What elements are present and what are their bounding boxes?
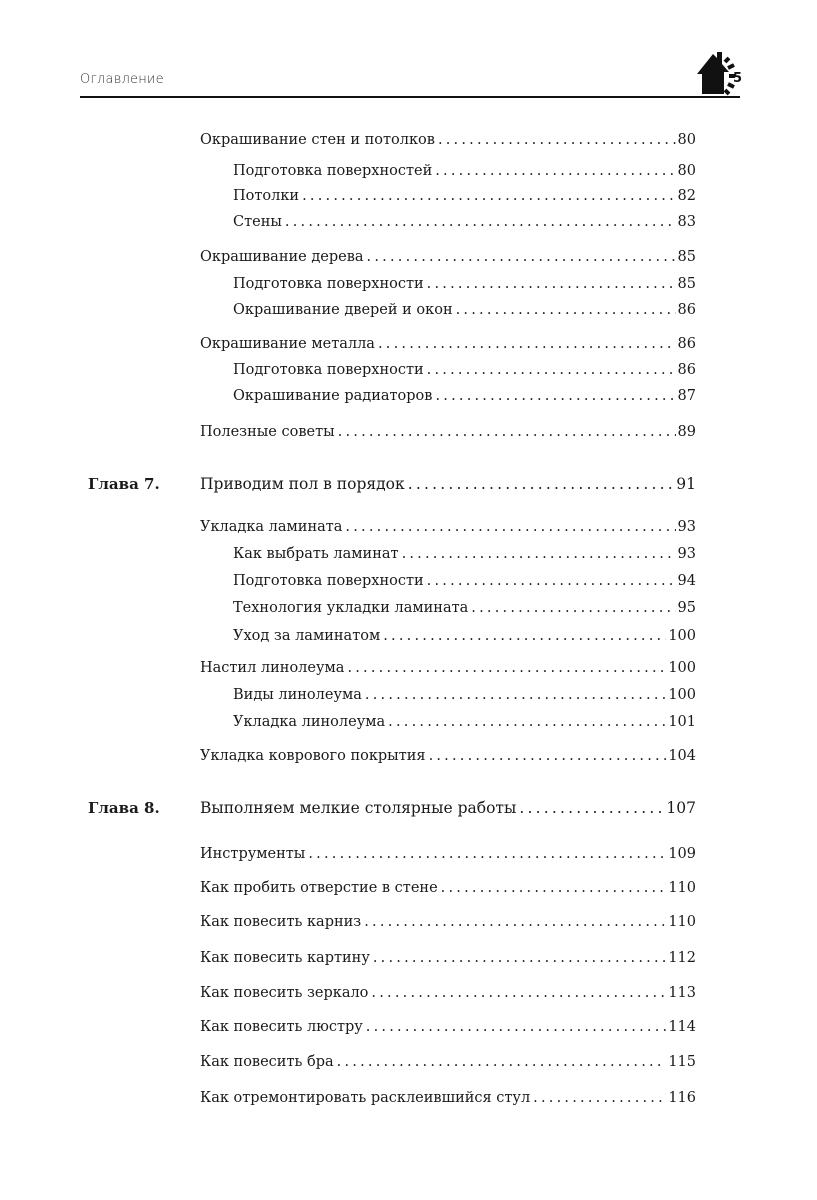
toc-entry[interactable]	[233, 712, 696, 732]
toc-page-number: 115	[668, 1054, 696, 1070]
toc-entry-title: Приводим пол в порядок	[200, 475, 405, 493]
dot-leader	[435, 386, 675, 406]
toc-entry-title: Укладка линолеума	[233, 714, 386, 730]
toc-entry[interactable]	[200, 422, 696, 442]
dot-leader	[378, 334, 676, 354]
dot-leader	[519, 798, 664, 818]
toc-entry[interactable]	[200, 130, 696, 150]
toc-page-number: 101	[668, 714, 696, 730]
toc-page-number: 86	[677, 302, 696, 318]
toc-entry[interactable]	[200, 746, 696, 766]
toc-entry-title: Подготовка поверхностей	[233, 163, 433, 179]
toc-entry-title: Окрашивание металла	[200, 336, 375, 352]
toc-page-number: 116	[668, 1090, 696, 1106]
dot-leader	[427, 571, 676, 591]
chapter-number: Глава 7.	[88, 475, 160, 493]
toc-entry[interactable]	[200, 878, 696, 898]
toc-entry-title: Как повесить люстру	[200, 1019, 363, 1035]
toc-entry[interactable]	[233, 186, 696, 206]
toc-entry-title: Окрашивание дерева	[200, 249, 364, 265]
toc-entry[interactable]	[200, 844, 696, 864]
toc-entry-title: Как повесить бра	[200, 1054, 334, 1070]
dot-leader	[345, 517, 675, 537]
toc-entry-title: Выполняем мелкие столярные работы	[200, 799, 517, 817]
toc-entry[interactable]	[200, 1088, 696, 1108]
toc-entry-title: Подготовка поверхности	[233, 573, 424, 589]
dot-leader	[347, 658, 666, 678]
toc-entry[interactable]	[233, 626, 696, 646]
toc-entry[interactable]	[200, 1052, 696, 1072]
toc-page-number: 100	[668, 628, 696, 644]
toc-entry[interactable]	[200, 948, 696, 968]
toc-page-number: 85	[677, 249, 696, 265]
toc-entry[interactable]	[233, 212, 696, 232]
toc-page-number: 89	[677, 424, 696, 440]
dot-leader	[435, 161, 675, 181]
dot-leader	[367, 247, 676, 267]
toc-entry[interactable]	[200, 912, 696, 932]
toc-entry-title: Окрашивание стен и потолков	[200, 132, 435, 148]
dot-leader	[364, 912, 666, 932]
toc-entry-title: Как повесить карниз	[200, 914, 362, 930]
dot-leader	[383, 626, 666, 646]
toc-entry[interactable]	[233, 386, 696, 406]
toc-page-number: 91	[676, 475, 696, 493]
dot-leader	[388, 712, 666, 732]
toc-entry[interactable]	[200, 658, 696, 678]
toc-entry-title: Технология укладки ламината	[233, 600, 469, 616]
toc-entry[interactable]	[200, 247, 696, 267]
dot-leader	[427, 274, 676, 294]
toc-page-number: 100	[668, 660, 696, 676]
dot-leader	[427, 360, 676, 380]
dot-leader	[308, 844, 666, 864]
toc-entry-title: Настил линолеума	[200, 660, 345, 676]
dot-leader	[366, 1017, 667, 1037]
dot-leader	[408, 474, 675, 494]
toc-entry-title: Как выбрать ламинат	[233, 546, 399, 562]
toc-page-number: 80	[677, 132, 696, 148]
toc-entry-title: Подготовка поверхности	[233, 362, 424, 378]
toc-page-number: 80	[677, 163, 696, 179]
dot-leader	[302, 186, 675, 206]
toc-page-number: 95	[677, 600, 696, 616]
toc-entry-title: Укладка коврового покрытия	[200, 748, 426, 764]
toc-entry[interactable]	[200, 517, 696, 537]
toc-page-number: 110	[668, 914, 696, 930]
toc-entry[interactable]	[233, 598, 696, 618]
toc-page-number: 113	[668, 985, 696, 1001]
toc-entry-title: Как повесить зеркало	[200, 985, 369, 1001]
toc-page-number: 94	[677, 573, 696, 589]
toc-entry-title: Как повесить картину	[200, 950, 370, 966]
toc-page-number: 112	[668, 950, 696, 966]
toc-page-number: 109	[668, 846, 696, 862]
toc-entry-title: Окрашивание дверей и окон	[233, 302, 453, 318]
toc-entry-title: Окрашивание радиаторов	[233, 388, 433, 404]
toc-page-number: 104	[668, 748, 696, 764]
dot-leader	[429, 746, 667, 766]
toc-page-number: 107	[666, 799, 696, 817]
toc-chapter-entry[interactable]	[200, 474, 696, 494]
toc-entry-title: Уход за ламинатом	[233, 628, 381, 644]
toc-entry[interactable]	[233, 360, 696, 380]
toc-entry[interactable]	[233, 571, 696, 591]
dot-leader	[373, 948, 666, 968]
toc-page-number: 85	[677, 276, 696, 292]
toc-page-number: 114	[668, 1019, 696, 1035]
toc-entry[interactable]	[233, 161, 696, 181]
header-divider	[80, 96, 740, 98]
toc-page-number: 82	[677, 188, 696, 204]
toc-page-number: 100	[668, 687, 696, 703]
toc-page-number: 93	[677, 546, 696, 562]
dot-leader	[285, 212, 676, 232]
dot-leader	[438, 130, 676, 150]
page-number: 5	[733, 71, 743, 86]
dot-leader	[533, 1088, 666, 1108]
dot-leader	[338, 422, 676, 442]
dot-leader	[402, 544, 676, 564]
toc-entry-title: Стены	[233, 214, 282, 230]
toc-entry[interactable]	[200, 1017, 696, 1037]
dot-leader	[456, 300, 676, 320]
toc-entry[interactable]	[200, 983, 696, 1003]
dot-leader	[365, 685, 666, 705]
toc-entry-title: Инструменты	[200, 846, 306, 862]
dot-leader	[441, 878, 667, 898]
toc-entry-title: Виды линолеума	[233, 687, 362, 703]
toc-entry-title: Полезные советы	[200, 424, 335, 440]
dot-leader	[337, 1052, 667, 1072]
toc-entry-title: Подготовка поверхности	[233, 276, 424, 292]
toc-entry[interactable]	[233, 544, 696, 564]
toc-page-number: 86	[677, 336, 696, 352]
toc-page-number: 110	[668, 880, 696, 896]
toc-entry[interactable]	[233, 274, 696, 294]
toc-entry[interactable]	[200, 334, 696, 354]
toc-page-number: 86	[677, 362, 696, 378]
toc-entry-title: Потолки	[233, 188, 300, 204]
chapter-number: Глава 8.	[88, 799, 160, 817]
toc-page-number: 87	[677, 388, 696, 404]
toc-entry[interactable]	[233, 300, 696, 320]
running-header-title: Оглавление	[80, 72, 164, 87]
toc-entry-title: Укладка ламината	[200, 519, 343, 535]
house-sun-logo-icon	[693, 48, 745, 100]
dot-leader	[371, 983, 666, 1003]
dot-leader	[471, 598, 675, 618]
toc-entry-title: Как пробить отверстие в стене	[200, 880, 438, 896]
toc-chapter-entry[interactable]	[200, 798, 696, 818]
toc-page-number: 93	[677, 519, 696, 535]
toc-entry[interactable]	[233, 685, 696, 705]
toc-page-number: 83	[677, 214, 696, 230]
toc-entry-title: Как отремонтировать расклеившийся стул	[200, 1090, 531, 1106]
